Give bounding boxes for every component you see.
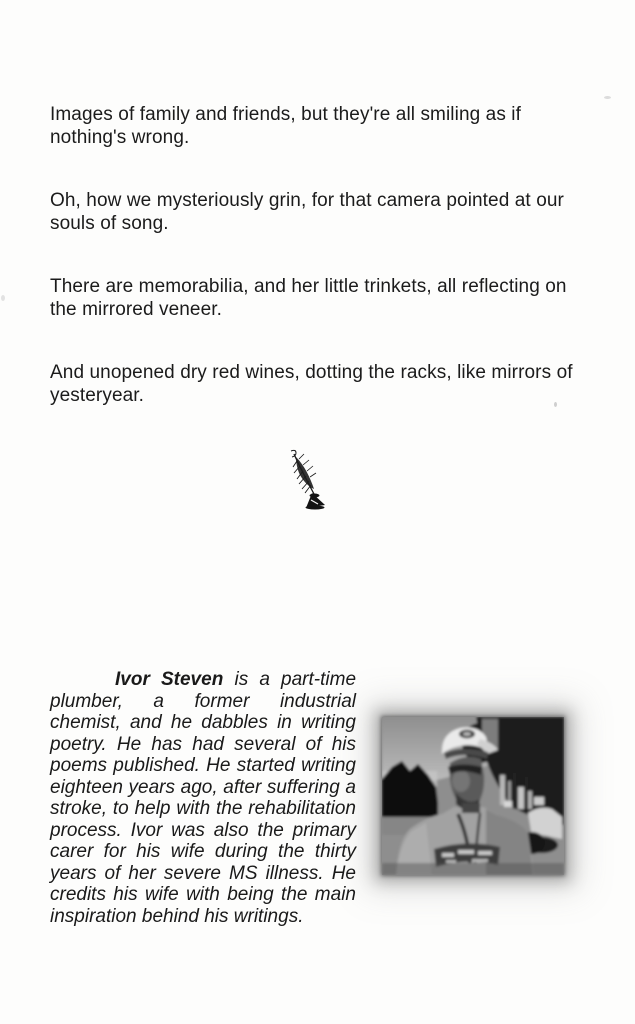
poem-section [50, 103, 575, 447]
bio-text: is a part-time plumber, a former industrial chemist, and he dabbles in writing poetry. He has had several of his poems published. He started writing eighteen years ago, after suffering a stroke, to help with the rehabilitation process. Ivor was also the primary carer for his wife during the thirty years of her severe MS illness. He credits his wife with being the main inspiration behind his writings. [50, 669, 357, 927]
poem-stanza: Images of family and friends, but they're all smiling as if nothing's wrong. [50, 104, 522, 148]
scan-speck [604, 96, 611, 99]
author-name: Ivor Steven [115, 669, 224, 690]
poem-stanza: And unopened dry red wines, dotting the racks, like mirrors of yesteryear. [50, 362, 573, 406]
author-photo-wrap [356, 691, 578, 887]
author-photo-graphic [382, 717, 564, 875]
author-bio [50, 669, 578, 927]
quill-and-inkwell-icon [285, 449, 327, 511]
bio-section [50, 669, 578, 927]
scan-speck [554, 402, 557, 407]
section-divider [285, 449, 327, 511]
poem-stanza: Oh, how we mysteriously grin, for that camera pointed at our souls of song. [50, 190, 564, 234]
poem-stanza: There are memorabilia, and her little trinkets, all reflecting on the mirrored veneer. [50, 276, 567, 320]
author-portrait-photo [382, 717, 564, 875]
scan-speck [1, 295, 5, 301]
